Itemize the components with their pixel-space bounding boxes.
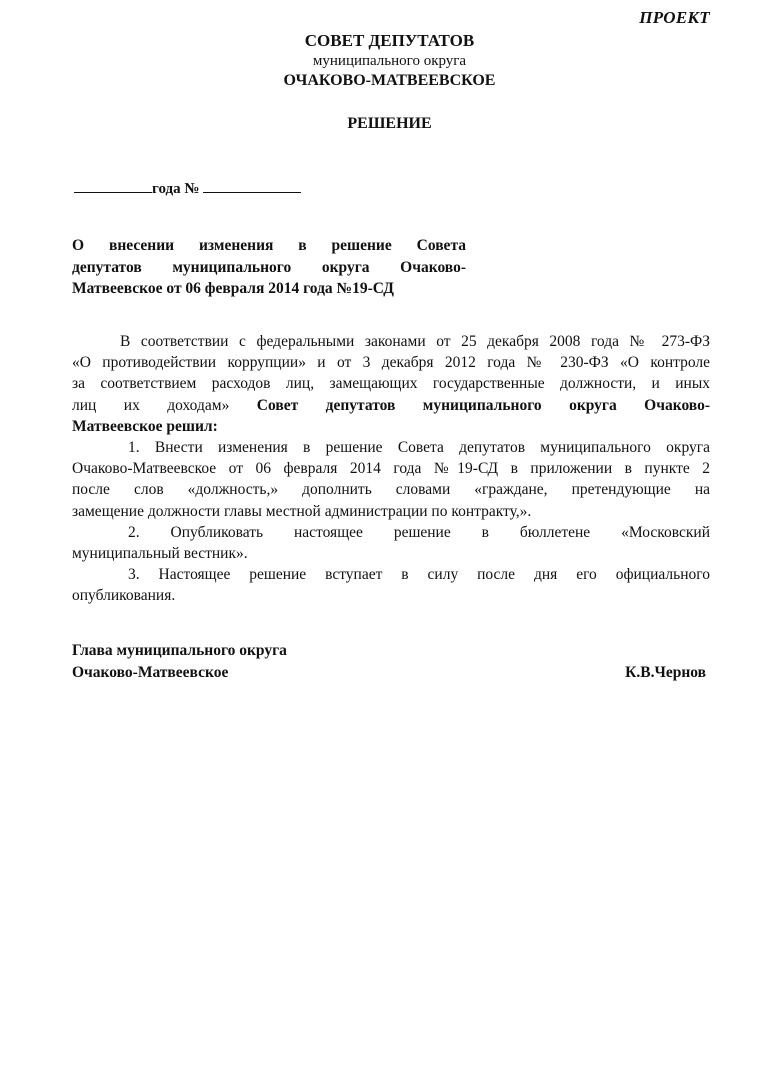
subject-line: депутатов муниципального округа Очаково- — [72, 258, 466, 276]
district-name: ОЧАКОВО-МАТВЕЕВСКОЕ — [283, 72, 496, 89]
draft-stamp: ПРОЕКТ — [639, 8, 710, 27]
preamble-line: В соответствии с федеральными законами от 25 декабря 2008 года № 273-ФЗ — [120, 333, 710, 350]
item-1-line: после слов «должность,» дополнить словами «граждане, претендующие на — [72, 481, 710, 499]
year-number-label: года № — [152, 181, 200, 197]
item-3-line: опубликования. — [72, 587, 176, 605]
item-2-line: 2. Опубликовать настоящее решение в бюллетене «Московский — [128, 523, 710, 541]
preamble-line: лиц их доходам» — [72, 396, 230, 414]
signature-block — [72, 640, 710, 683]
number-blank — [203, 178, 301, 193]
document-type: РЕШЕНИЕ — [347, 115, 432, 132]
item-1-line: замещение должности главы местной администрации по контракту,». — [72, 502, 532, 520]
item-1-line: 1. Внести изменения в решение Совета депутатов муниципального округа — [128, 439, 710, 457]
item-1-line: Очаково-Матвеевское от 06 февраля 2014 года №19-СД в приложении в пункте 2 — [72, 460, 710, 478]
signer-title-line-1: Глава муниципального округа — [72, 642, 287, 659]
signer-name: К.В.Чернов — [625, 663, 706, 681]
item-2-line: муниципальный вестник». — [72, 545, 248, 563]
item-3-line: 3. Настоящее решение вступает в силу после дня его официального — [128, 566, 710, 584]
signer-title-line-2: Очаково-Матвеевское — [72, 663, 229, 681]
decision-body — [72, 331, 710, 607]
decision-subject — [72, 235, 466, 300]
preamble-line: «О противодействии коррупции» и от 3 декабря 2012 года № 230-ФЗ «О контроле — [72, 354, 710, 372]
decision-clause-end: Матвеевское решил: — [72, 417, 218, 435]
date-blank — [74, 178, 152, 193]
subject-line: О внесении изменения в решение Совета — [72, 237, 466, 254]
subject-line: Матвеевское от 06 февраля 2014 года №19-СД — [72, 280, 394, 297]
district-subtitle: муниципального округа — [312, 53, 467, 69]
decision-clause: Совет депутатов муниципального округа Очаково- — [256, 396, 710, 414]
preamble-decision-line — [72, 395, 710, 416]
council-title: СОВЕТ ДЕПУТАТОВ — [304, 31, 475, 50]
date-number-line — [74, 178, 301, 198]
preamble-line: за соответствием расходов лиц, замещающих государственные должности, и иных — [72, 375, 710, 393]
signer-row — [72, 662, 710, 684]
